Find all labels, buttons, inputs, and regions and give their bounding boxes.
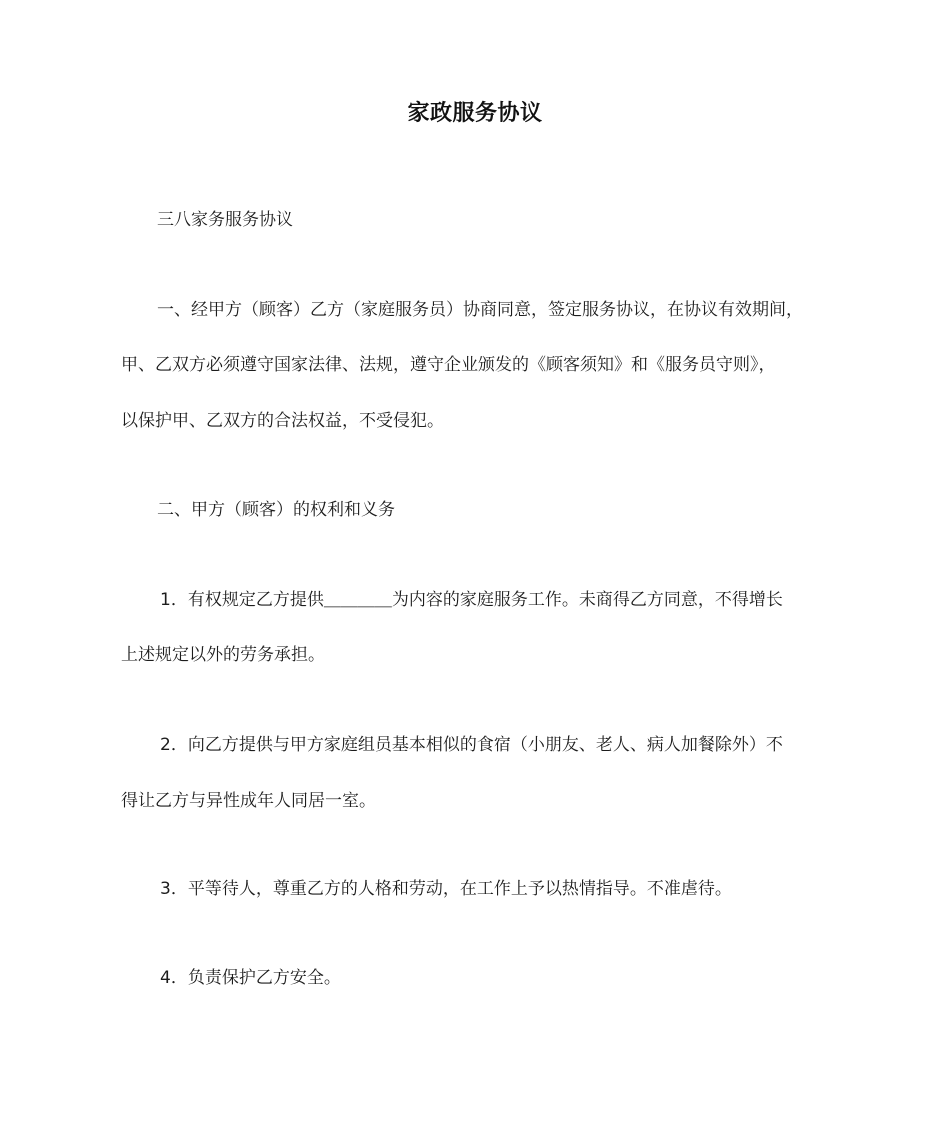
document-title: 家政服务协议 bbox=[407, 101, 543, 126]
item2-line2: 得让乙方与异性成年人同居一室。 bbox=[121, 791, 376, 811]
item1-line1: 1．有权规定乙方提供＿＿＿＿为内容的家庭服务工作。未商得乙方同意，不得增长 bbox=[160, 590, 783, 610]
item1-line2: 上述规定以外的劳务承担。 bbox=[121, 645, 325, 665]
section1-line3: 以保护甲、乙双方的合法权益，不受侵犯。 bbox=[121, 411, 444, 431]
section2-heading: 二、甲方（顾客）的权利和义务 bbox=[157, 500, 395, 520]
document-subtitle: 三八家务服务协议 bbox=[157, 210, 293, 230]
section1-line2: 甲、乙双方必须遵守国家法律、法规，遵守企业颁发的《顾客须知》和《服务员守则》， bbox=[121, 355, 776, 375]
item3-line1: 3．平等待人，尊重乙方的人格和劳动，在工作上予以热情指导。不准虐待。 bbox=[160, 879, 732, 899]
item2-line1: 2．向乙方提供与甲方家庭组员基本相似的食宿（小朋友、老人、病人加餐除外）不 bbox=[160, 735, 783, 755]
item4-line1: 4．负责保护乙方安全。 bbox=[160, 968, 341, 988]
section1-line1: 一、经甲方（顾客）乙方（家庭服务员）协商同意，签定服务协议，在协议有效期间， bbox=[157, 300, 803, 320]
